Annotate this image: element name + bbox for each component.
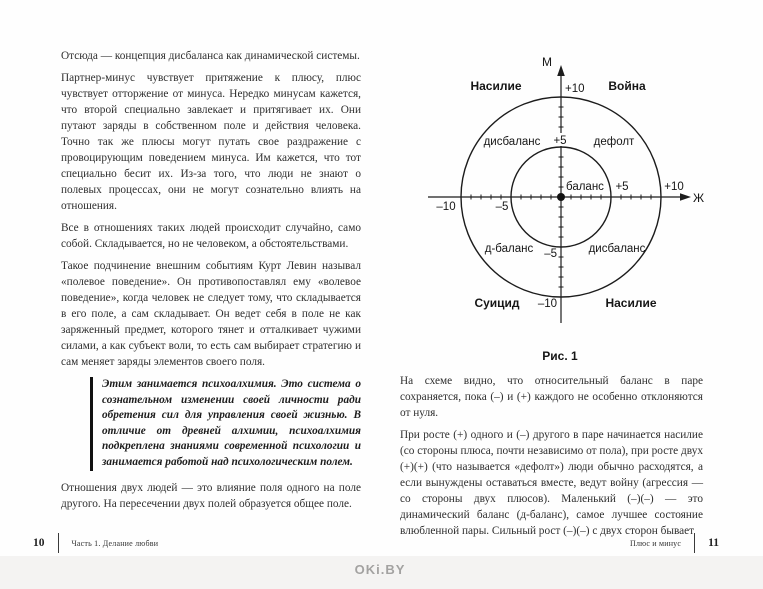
paragraph: При росте (+) одного и (–) другого в паре начинается насилие (со стороны плюса, почти независимо от пола), при росте двух (+)(+) (что называется «дефолт») люди обычно расходятся, а если вынуждены оставаться вместе, ведут войну (агрессия — со стороны двух плюсов). Маленький (–)(–) — это динамический баланс (д-баланс), самое лучшее состояние влюбленной пары. Сильный рост (–)(–) с двух сторон бывает [400,429,703,537]
paragraph: Партнер-минус чувствует притяжение к плюсу, плюс чувствует отторжение от минуса. Нередко минусам кажется, что второй специально завлекает и притягивает их. Они путают заряды в собственном поле и действия человека. Точно так же плюсы могут путать свое раздражение с провоцирующим поведением минуса. Им кажется, что тот специально бесит их. Из-за того, что люди не знают о полевых процессах, они не могут сознательно влиять на отношения. [61,72,361,212]
right-page-text-column [400,373,703,545]
footer-divider [694,533,695,553]
tick-label-x-minus5: –5 [495,201,509,213]
center-label: баланс [566,181,604,193]
y-axis-label: М [542,55,552,69]
tick-label-y-minus5: –5 [544,248,557,260]
site-watermark: OKi.BY [354,562,406,577]
tick-label-y-minus10: –10 [537,298,557,310]
tick-label-x-minus10: –10 [436,201,456,213]
highlight-quote-block: Этим занимается психоалхимия. Это система о сознательном изменении своей личности ради обретения сил для управления своей жизнью. В отличие от древней алхимии, психоалхимия подкреплена знаниями современной психологии и занимается работой над психологическим полем. [90,377,361,471]
quadrant-label-bottom-right: Насилие [605,296,657,310]
paragraph: Такое подчинение внешним событиям Курт Левин называл «полевое поведение». Он противопоставлял ему «волевое поведение», когда человек не следует тому, что складывается в его поле, а сам складывает. Он ведет себя в поле не как заряженный предмет, которого тянет и отталкивает чужими силами, а как субъект воли, то есть сам выбирает стратегию и сам меняет заряды элементов своего поля. [61,260,361,368]
section-title: Плюс и минус [629,538,682,548]
balance-diagram [408,50,708,360]
inner-label-bottom-right: дисбаланс [588,243,646,255]
quadrant-label-top-right: Война [608,79,646,93]
paragraph: Отсюда — концепция дисбаланса как динамической системы. [61,50,360,62]
inner-label-bottom-left: д-баланс [484,243,534,255]
footer-divider [58,533,59,553]
y-axis-arrow [557,65,565,76]
section-title: Часть 1. Делание любви [71,538,159,548]
left-page-footer [33,533,158,553]
page-number: 10 [33,537,45,549]
quadrant-label-bottom-left: Суицид [474,296,520,310]
left-page-text-column [61,48,361,518]
page-number: 11 [708,537,719,549]
tick-label-x-plus5: +5 [615,181,629,193]
tick-label-x-plus10: +10 [664,181,684,193]
right-page-footer [630,533,719,553]
x-axis-arrow [680,193,691,201]
center-dot [557,193,565,201]
paragraph: Отношения двух людей — это влияние поля одного на поле другого. На пересечении двух полей образуется общее поле. [61,481,361,510]
tick-label-y-plus5: +5 [553,135,567,147]
inner-label-top-right: дефолт [593,136,635,148]
tick-label-y-plus10: +10 [565,83,585,95]
inner-label-top-left: дисбаланс [483,136,541,148]
figure-caption: Рис. 1 [542,349,578,363]
paragraph: На схеме видно, что относительный баланс в паре сохраняется, пока (–) и (+) каждого не особенно отклоняются от нуля. [400,375,703,419]
x-axis-label: Ж [693,191,705,205]
paragraph: Все в отношениях таких людей происходит случайно, само собой. Складывается, но не человеком, а обстоятельствами. [61,222,361,250]
quadrant-label-top-left: Насилие [470,79,522,93]
